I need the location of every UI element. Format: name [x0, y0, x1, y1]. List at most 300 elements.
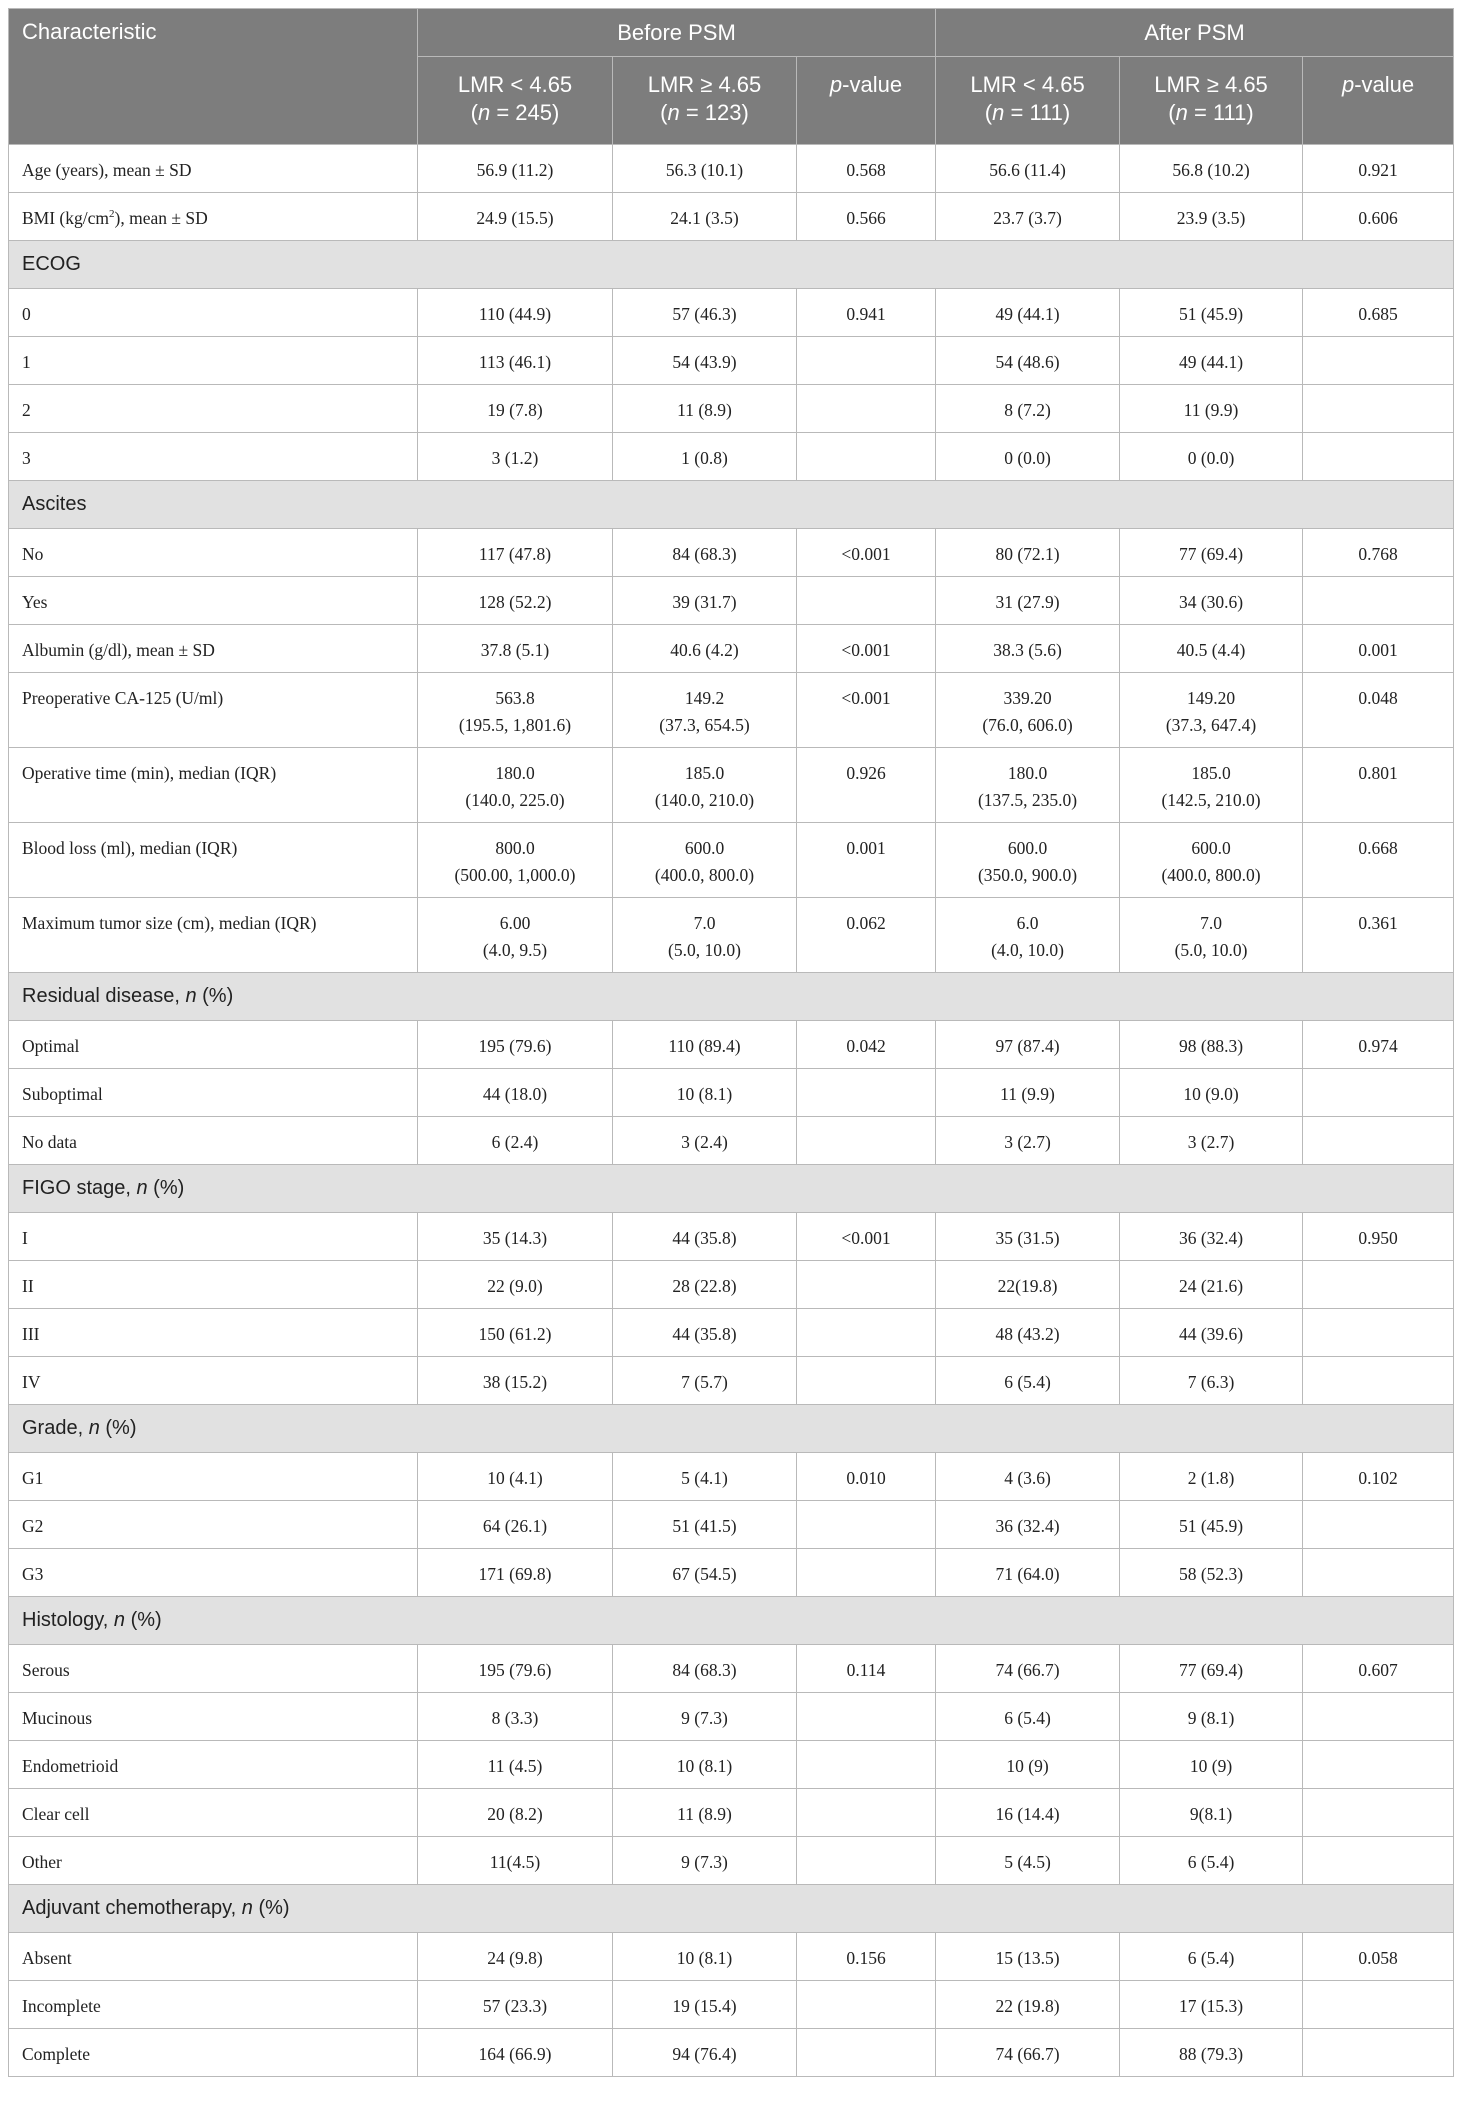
header-p: p [829, 72, 843, 97]
cell: 22 (9.0) [418, 1261, 613, 1309]
cell [613, 748, 797, 823]
row-label: I [9, 1213, 418, 1261]
cell: <0.001 [797, 625, 936, 673]
table-row [9, 1741, 1454, 1789]
cell-line: (195.5, 1,801.6) [458, 715, 572, 735]
cell: 11 (4.5) [418, 1741, 613, 1789]
cell: 150 (61.2) [418, 1309, 613, 1357]
section-row [9, 973, 1454, 1021]
header-paren: ( [470, 100, 478, 125]
row-label: G3 [9, 1549, 418, 1597]
cell [797, 577, 936, 625]
cell-line: (140.0, 225.0) [465, 790, 565, 810]
cell: 28 (22.8) [613, 1261, 797, 1309]
cell: 0.102 [1303, 1453, 1454, 1501]
cell: 56.6 (11.4) [936, 145, 1120, 193]
row-label: Mucinous [9, 1693, 418, 1741]
cell [797, 1981, 936, 2029]
cell-line: 7.0 [693, 913, 716, 933]
cell [613, 823, 797, 898]
section-label-n: n [185, 985, 197, 1007]
cell: 54 (43.9) [613, 337, 797, 385]
cell [1120, 748, 1303, 823]
table-row [9, 1117, 1454, 1165]
cell: 56.3 (10.1) [613, 145, 797, 193]
cell: 37.8 (5.1) [418, 625, 613, 673]
cell: 5 (4.5) [936, 1837, 1120, 1885]
cell [1303, 1789, 1454, 1837]
cell [1303, 823, 1454, 898]
header-n: n [992, 100, 1005, 125]
header-label: LMR ≥ 4.65 [1154, 72, 1268, 97]
cell [1303, 1981, 1454, 2029]
table-row [9, 1213, 1454, 1261]
cell [797, 1549, 936, 1597]
row-label: Maximum tumor size (cm), median (IQR) [9, 898, 418, 973]
cell [1303, 1309, 1454, 1357]
cell [613, 673, 797, 748]
row-label: II [9, 1261, 418, 1309]
cell: 88 (79.3) [1120, 2029, 1303, 2077]
row-label: G1 [9, 1453, 418, 1501]
header-before-psm: Before PSM [418, 9, 936, 57]
section-label-text: (%) [196, 985, 234, 1007]
section-label [9, 1165, 1454, 1213]
section-label-text: Grade, [22, 1417, 89, 1439]
cell-line: 6.00 [499, 913, 531, 933]
section-row [9, 1597, 1454, 1645]
cell: 40.6 (4.2) [613, 625, 797, 673]
cell: 11 (9.9) [1120, 385, 1303, 433]
cell: 36 (32.4) [1120, 1213, 1303, 1261]
cell: 10 (9) [936, 1741, 1120, 1789]
cell: 0.156 [797, 1933, 936, 1981]
row-label: Operative time (min), median (IQR) [9, 748, 418, 823]
cell: 11 (9.9) [936, 1069, 1120, 1117]
header-before-lmr-low [418, 57, 613, 145]
section-row [9, 481, 1454, 529]
row-label: 1 [9, 337, 418, 385]
cell: 64 (26.1) [418, 1501, 613, 1549]
row-label: No data [9, 1117, 418, 1165]
row-label: No [9, 529, 418, 577]
row-label: Blood loss (ml), median (IQR) [9, 823, 418, 898]
header-n-value: = 245) [490, 100, 560, 125]
cell: 195 (79.6) [418, 1645, 613, 1693]
characteristics-table [8, 8, 1454, 2077]
cell [797, 1741, 936, 1789]
cell-line: 0.062 [846, 913, 886, 933]
cell-line: 0.001 [846, 838, 886, 858]
table-row [9, 823, 1454, 898]
cell [613, 898, 797, 973]
cell [1303, 1549, 1454, 1597]
cell [797, 433, 936, 481]
cell: 117 (47.8) [418, 529, 613, 577]
cell-line: (400.0, 800.0) [654, 865, 755, 885]
cell [797, 1501, 936, 1549]
cell [797, 823, 936, 898]
table-row [9, 433, 1454, 481]
cell: 0.058 [1303, 1933, 1454, 1981]
section-label [9, 1885, 1454, 1933]
row-label: Preoperative CA-125 (U/ml) [9, 673, 418, 748]
cell: 49 (44.1) [1120, 337, 1303, 385]
cell [1120, 823, 1303, 898]
row-label: G2 [9, 1501, 418, 1549]
cell: 51 (41.5) [613, 1501, 797, 1549]
cell: 10 (8.1) [613, 1741, 797, 1789]
cell-line: 800.0 [495, 838, 535, 858]
table-row [9, 2029, 1454, 2077]
row-label-sup: 2 [109, 208, 115, 221]
header-label: LMR < 4.65 [457, 72, 573, 97]
row-label: 0 [9, 289, 418, 337]
cell [797, 898, 936, 973]
cell-line: (4.0, 10.0) [991, 940, 1064, 960]
header-paren: ( [984, 100, 993, 125]
cell: 23.9 (3.5) [1120, 193, 1303, 241]
section-row [9, 1405, 1454, 1453]
table-row [9, 1981, 1454, 2029]
cell: 171 (69.8) [418, 1549, 613, 1597]
header-before-p-value [797, 57, 936, 145]
cell: 3 (2.7) [936, 1117, 1120, 1165]
cell: 44 (35.8) [613, 1213, 797, 1261]
cell [936, 673, 1120, 748]
cell: 31 (27.9) [936, 577, 1120, 625]
cell: 35 (14.3) [418, 1213, 613, 1261]
cell-line: 180.0 [1007, 763, 1048, 783]
cell: 19 (15.4) [613, 1981, 797, 2029]
row-label: Age (years), mean ± SD [9, 145, 418, 193]
table-row [9, 1837, 1454, 1885]
header-label: LMR ≥ 4.65 [647, 72, 762, 97]
cell: 44 (35.8) [613, 1309, 797, 1357]
cell: 8 (7.2) [936, 385, 1120, 433]
cell: 74 (66.7) [936, 2029, 1120, 2077]
header-after-lmr-high [1120, 57, 1303, 145]
cell [418, 898, 613, 973]
table-row [9, 193, 1454, 241]
cell-line: (5.0, 10.0) [668, 940, 741, 960]
header-row-groups [9, 9, 1454, 57]
cell-line: (500.00, 1,000.0) [454, 865, 576, 885]
cell [797, 1261, 936, 1309]
row-label-text: BMI (kg/cm [22, 208, 110, 228]
cell [797, 1693, 936, 1741]
cell: 49 (44.1) [936, 289, 1120, 337]
cell: 2 (1.8) [1120, 1453, 1303, 1501]
table-row [9, 673, 1454, 748]
row-label: Yes [9, 577, 418, 625]
cell: 3 (2.7) [1120, 1117, 1303, 1165]
cell [1303, 1261, 1454, 1309]
cell [1303, 1117, 1454, 1165]
cell: 84 (68.3) [613, 1645, 797, 1693]
section-label-text: FIGO stage, [22, 1177, 137, 1199]
table-row [9, 1453, 1454, 1501]
row-label: Optimal [9, 1021, 418, 1069]
cell: 44 (18.0) [418, 1069, 613, 1117]
table-row [9, 1501, 1454, 1549]
cell-line: (5.0, 10.0) [1174, 940, 1248, 960]
section-label-n: n [88, 1417, 100, 1439]
header-paren: ( [660, 100, 668, 125]
table-row [9, 1933, 1454, 1981]
header-n-value: = 123) [679, 100, 749, 125]
section-row [9, 241, 1454, 289]
cell [1303, 1741, 1454, 1789]
cell-line: (37.3, 654.5) [659, 715, 750, 735]
row-label: Absent [9, 1933, 418, 1981]
cell: 5 (4.1) [613, 1453, 797, 1501]
row-label: Complete [9, 2029, 418, 2077]
cell: 23.7 (3.7) [936, 193, 1120, 241]
cell [797, 1069, 936, 1117]
cell: 0.950 [1303, 1213, 1454, 1261]
section-label: Ascites [9, 481, 1454, 529]
cell: 6 (5.4) [1120, 1933, 1303, 1981]
section-label-n: n [113, 1609, 126, 1631]
cell [1120, 898, 1303, 973]
header-n-value: = 111) [1187, 100, 1254, 125]
cell: 51 (45.9) [1120, 289, 1303, 337]
section-label [9, 1405, 1454, 1453]
cell-line: (350.0, 900.0) [977, 865, 1078, 885]
cell: 58 (52.3) [1120, 1549, 1303, 1597]
cell [1303, 1357, 1454, 1405]
cell: 40.5 (4.4) [1120, 625, 1303, 673]
cell: 36 (32.4) [936, 1501, 1120, 1549]
cell [797, 2029, 936, 2077]
cell-line: 0.801 [1358, 763, 1398, 783]
cell-line: <0.001 [841, 688, 891, 708]
cell-line: 6.0 [1016, 913, 1039, 933]
cell: 77 (69.4) [1120, 529, 1303, 577]
cell: <0.001 [797, 529, 936, 577]
cell [797, 1117, 936, 1165]
table-row [9, 625, 1454, 673]
header-after-p-value [1303, 57, 1454, 145]
cell [1303, 577, 1454, 625]
section-row [9, 1165, 1454, 1213]
header-p-suffix: -value [1354, 72, 1415, 97]
cell: 16 (14.4) [936, 1789, 1120, 1837]
cell: 11(4.5) [418, 1837, 613, 1885]
cell: 0 (0.0) [936, 433, 1120, 481]
section-label-text: Residual disease, [22, 985, 186, 1007]
table-row [9, 1549, 1454, 1597]
cell: 9 (7.3) [613, 1693, 797, 1741]
cell-line: 185.0 [1191, 763, 1231, 783]
cell-line: (140.0, 210.0) [654, 790, 755, 810]
cell-line: 0.668 [1358, 838, 1398, 858]
row-label: Endometrioid [9, 1741, 418, 1789]
cell: 24.1 (3.5) [613, 193, 797, 241]
cell [1303, 1501, 1454, 1549]
table-row [9, 1789, 1454, 1837]
cell-line: 0.926 [846, 763, 886, 783]
cell: 24 (21.6) [1120, 1261, 1303, 1309]
cell-line: 185.0 [684, 763, 725, 783]
cell: 0 (0.0) [1120, 433, 1303, 481]
cell: 0.941 [797, 289, 936, 337]
row-label: Other [9, 1837, 418, 1885]
section-label-text: (%) [147, 1177, 185, 1199]
header-n: n [667, 100, 680, 125]
cell: 24 (9.8) [418, 1933, 613, 1981]
cell: 97 (87.4) [936, 1021, 1120, 1069]
table-row [9, 748, 1454, 823]
cell: 74 (66.7) [936, 1645, 1120, 1693]
section-label [9, 1597, 1454, 1645]
cell: 44 (39.6) [1120, 1309, 1303, 1357]
header-after-lmr-low [936, 57, 1120, 145]
cell-line: 600.0 [1191, 838, 1231, 858]
cell: 84 (68.3) [613, 529, 797, 577]
cell [1303, 1069, 1454, 1117]
row-label-text: ), mean ± SD [114, 208, 208, 228]
header-paren: ( [1168, 100, 1176, 125]
cell: 22 (19.8) [936, 1981, 1120, 2029]
header-after-psm: After PSM [936, 9, 1454, 57]
header-n: n [1175, 100, 1188, 125]
cell: 80 (72.1) [936, 529, 1120, 577]
cell: 0.001 [1303, 625, 1454, 673]
cell-line: 7.0 [1200, 913, 1222, 933]
cell-line: 0.361 [1358, 913, 1398, 933]
cell: 0.768 [1303, 529, 1454, 577]
cell [1303, 1837, 1454, 1885]
section-label-text: (%) [252, 1897, 290, 1919]
cell: 57 (23.3) [418, 1981, 613, 2029]
row-label: Suboptimal [9, 1069, 418, 1117]
cell: 54 (48.6) [936, 337, 1120, 385]
cell [1303, 1693, 1454, 1741]
table-row [9, 289, 1454, 337]
cell: 10 (8.1) [613, 1933, 797, 1981]
header-before-lmr-high [613, 57, 797, 145]
cell: 3 (2.4) [613, 1117, 797, 1165]
cell: 56.8 (10.2) [1120, 145, 1303, 193]
cell: 128 (52.2) [418, 577, 613, 625]
table-row [9, 1261, 1454, 1309]
cell-line: 563.8 [495, 688, 535, 708]
row-label: III [9, 1309, 418, 1357]
section-label-n: n [136, 1177, 148, 1199]
cell: 7 (6.3) [1120, 1357, 1303, 1405]
cell-line: (400.0, 800.0) [1161, 865, 1261, 885]
cell [797, 748, 936, 823]
cell: 7 (5.7) [613, 1357, 797, 1405]
cell: 0.566 [797, 193, 936, 241]
cell: 38 (15.2) [418, 1357, 613, 1405]
cell: 34 (30.6) [1120, 577, 1303, 625]
cell: 3 (1.2) [418, 433, 613, 481]
cell-line: 149.2 [684, 688, 725, 708]
table-row [9, 1645, 1454, 1693]
cell: 0.685 [1303, 289, 1454, 337]
cell: 94 (76.4) [613, 2029, 797, 2077]
cell: 8 (3.3) [418, 1693, 613, 1741]
cell: 4 (3.6) [936, 1453, 1120, 1501]
table-row [9, 1069, 1454, 1117]
cell [1303, 673, 1454, 748]
row-label: Serous [9, 1645, 418, 1693]
table-row [9, 385, 1454, 433]
table-row [9, 577, 1454, 625]
cell: 0.568 [797, 145, 936, 193]
table-row [9, 1693, 1454, 1741]
cell: 17 (15.3) [1120, 1981, 1303, 2029]
cell: 15 (13.5) [936, 1933, 1120, 1981]
cell: 67 (54.5) [613, 1549, 797, 1597]
cell: 11 (8.9) [613, 385, 797, 433]
cell: 195 (79.6) [418, 1021, 613, 1069]
cell: 35 (31.5) [936, 1213, 1120, 1261]
cell: 1 (0.8) [613, 433, 797, 481]
cell: 110 (89.4) [613, 1021, 797, 1069]
table-row [9, 1309, 1454, 1357]
section-label-text: (%) [125, 1609, 162, 1631]
cell: 38.3 (5.6) [936, 625, 1120, 673]
cell-line: 0.048 [1358, 688, 1398, 708]
cell [797, 1357, 936, 1405]
cell [936, 823, 1120, 898]
cell: 0.010 [797, 1453, 936, 1501]
section-label-text: Adjuvant chemotherapy, [22, 1897, 242, 1919]
cell: 39 (31.7) [613, 577, 797, 625]
cell: 6 (2.4) [418, 1117, 613, 1165]
cell [797, 1309, 936, 1357]
cell [797, 673, 936, 748]
cell-line: (142.5, 210.0) [1161, 790, 1261, 810]
cell [797, 1789, 936, 1837]
row-label [9, 193, 418, 241]
table-row [9, 337, 1454, 385]
cell: 71 (64.0) [936, 1549, 1120, 1597]
cell: 0.042 [797, 1021, 936, 1069]
table-row [9, 1357, 1454, 1405]
cell: 0.606 [1303, 193, 1454, 241]
cell: 22(19.8) [936, 1261, 1120, 1309]
table-row [9, 145, 1454, 193]
cell [797, 337, 936, 385]
cell: 57 (46.3) [613, 289, 797, 337]
cell: 110 (44.9) [418, 289, 613, 337]
cell [1303, 898, 1454, 973]
cell: 11 (8.9) [613, 1789, 797, 1837]
cell [418, 748, 613, 823]
section-label-text: Histology, [22, 1609, 114, 1631]
header-label: LMR < 4.65 [970, 72, 1085, 97]
cell: 10 (4.1) [418, 1453, 613, 1501]
cell [418, 823, 613, 898]
cell-line: 339.20 [1003, 688, 1052, 708]
cell-line: (4.0, 9.5) [482, 940, 548, 960]
cell: 51 (45.9) [1120, 1501, 1303, 1549]
cell: 9(8.1) [1120, 1789, 1303, 1837]
cell-line: 600.0 [684, 838, 725, 858]
cell: 164 (66.9) [418, 2029, 613, 2077]
cell: 24.9 (15.5) [418, 193, 613, 241]
section-row [9, 1885, 1454, 1933]
cell [1303, 748, 1454, 823]
cell: 113 (46.1) [418, 337, 613, 385]
cell [1303, 385, 1454, 433]
cell: 56.9 (11.2) [418, 145, 613, 193]
